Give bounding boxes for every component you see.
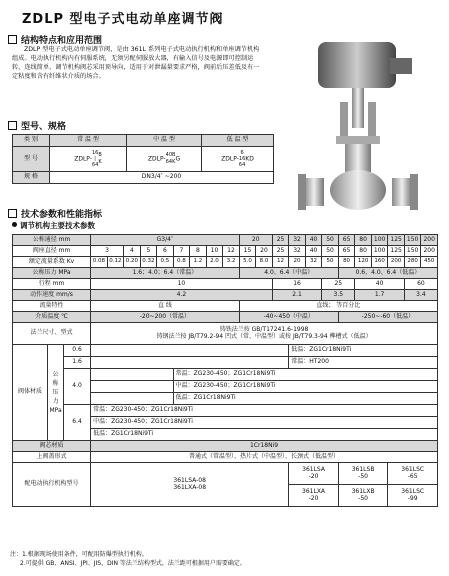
kv-cell: 1.2 — [190, 257, 207, 268]
params-table: 公称通径 mm G3/4″ 20 25 32 40 50 65 80 100 125 150 200 阀座直径 mm 3 4 5 6 7 8 10 12 15 20 25 32 40 50 65 80 100 125 150 200 额定流量系数 Kv 0.08 0.12 0.20 0.32 0.5 0.8 1.2 2.0 3.2 5.0 8.0 12 20 32 50 80 120 160 200 280 450 公称压力 MPa 1.6；4.0；6.4（常温） 4.0、6.4（中温） 0.6、4.0、6.4（低温） 行程 mm 10 16 25 40 60 动作速度 mm/s 4.2 2.1 3.5 1.7 3.4 流量特性 直 线 直线； 等百分比 介质温度 ℃ -20~200（常温） -40~450（中温） -250~-60（低温） 法兰尺寸、型式 铸铁法兰按 GB/T17241.6-1998 铸钢法兰按 JB/T79.2-94 凹式（常、中温型）或按 JB/T79.3-94 榫槽式（低温） 阀体材质 公 称 压 力 MPa 0.6 低温：ZG1Cr18Ni9Ti 1.6 常温：HT200 4.0 常温：ZG230-450；ZG1Cr18Ni9Ti 中温：ZG230-450；ZG1Cr18Ni9Ti 低温：ZG1Cr18Ni9Ti 6.4 常温：ZG230-450；ZG1Cr18Ni9Ti 中温：ZG230-450；ZG1Cr18Ni9Ti 低温：ZG1Cr18Ni9Ti 阀芯材质 1Cr18Ni9 上阀盖形式 普通式（常温型）、热片式（中温型）、长颈式（低温型） 配电动执行机构型号 361LSA-08 361LXA-08 361LSA -20 361LSB -50 361LSC -65 361LXA -20 361LXB -50 361LSC -99 — [12, 234, 438, 507]
kv-cell: 0.20 — [124, 257, 141, 268]
subsection-actuator: 调节机构主要技术参数 — [12, 220, 95, 231]
square-bullet-icon — [8, 121, 17, 130]
model-low: ZDLP-6 16 64KD — [202, 147, 274, 172]
kv-cell: 280 — [404, 257, 421, 268]
intro-paragraph: ZDLP 型电子式电动单座调节阀，是由 361L 系列电子式电动执行机构和单座调节机构组成。电动执行机构内有伺服系统，无须另配伺服放大器，有输入信号及电源即可控制运转，连线简单，调节机构阀芯采用顶导向，适用于对泄漏量要求严格，阀前后压差低及有一定粘度和含有纤维状介质的场合。 — [12, 46, 260, 80]
square-bullet-icon — [8, 35, 17, 44]
kv-cell: 5.0 — [239, 257, 256, 268]
electric-valve-photo — [290, 40, 445, 220]
kv-cell: 8.0 — [256, 257, 273, 268]
kv-cell: 0.08 — [91, 257, 108, 268]
model-table: 类 别 常 温 型 中 温 型 低 温 型 型 号 ZDLP-16 | 64B K ZDLP-40B 64KG ZDLP-6 16 64KD 规 格 DN3/4″ ~200 — [12, 134, 274, 184]
kv-cell: 2.0 — [206, 257, 223, 268]
page-title: ZDLP 型电子式电动单座调节阀 — [22, 12, 224, 27]
model-mid: ZDLP-40B 64KG — [127, 147, 202, 172]
kv-cell: 80 — [338, 257, 355, 268]
notes: 注：1.根据现场使用条件，可配用防爆型执行机构。 2.可提供 GB、ANSI、JPI、JIS、DIN 等法兰结构型式，法兰距可根据用户需要确定。 — [10, 551, 246, 567]
kv-cell: 0.5 — [157, 257, 174, 268]
kv-cell: 0.8 — [173, 257, 190, 268]
kv-cell: 450 — [421, 257, 438, 268]
kv-cell: 120 — [355, 257, 372, 268]
kv-cell: 12 — [272, 257, 289, 268]
square-bullet-icon — [8, 209, 17, 218]
kv-cell: 20 — [289, 257, 306, 268]
kv-cell: 0.12 — [107, 257, 124, 268]
model-normal: ZDLP-16 | 64B K — [50, 147, 127, 172]
kv-cell: 50 — [322, 257, 339, 268]
kv-cell: 200 — [388, 257, 405, 268]
kv-cell: 160 — [371, 257, 388, 268]
round-bullet-icon — [12, 222, 17, 227]
section-tech: 技术参数和性能指标 — [8, 207, 102, 220]
section-features: 结构特点和应用范围 — [8, 33, 102, 46]
kv-cell: 3.2 — [223, 257, 240, 268]
kv-cell: 32 — [305, 257, 322, 268]
section-model: 型号、规格 — [8, 119, 66, 132]
kv-cell: 0.32 — [140, 257, 157, 268]
